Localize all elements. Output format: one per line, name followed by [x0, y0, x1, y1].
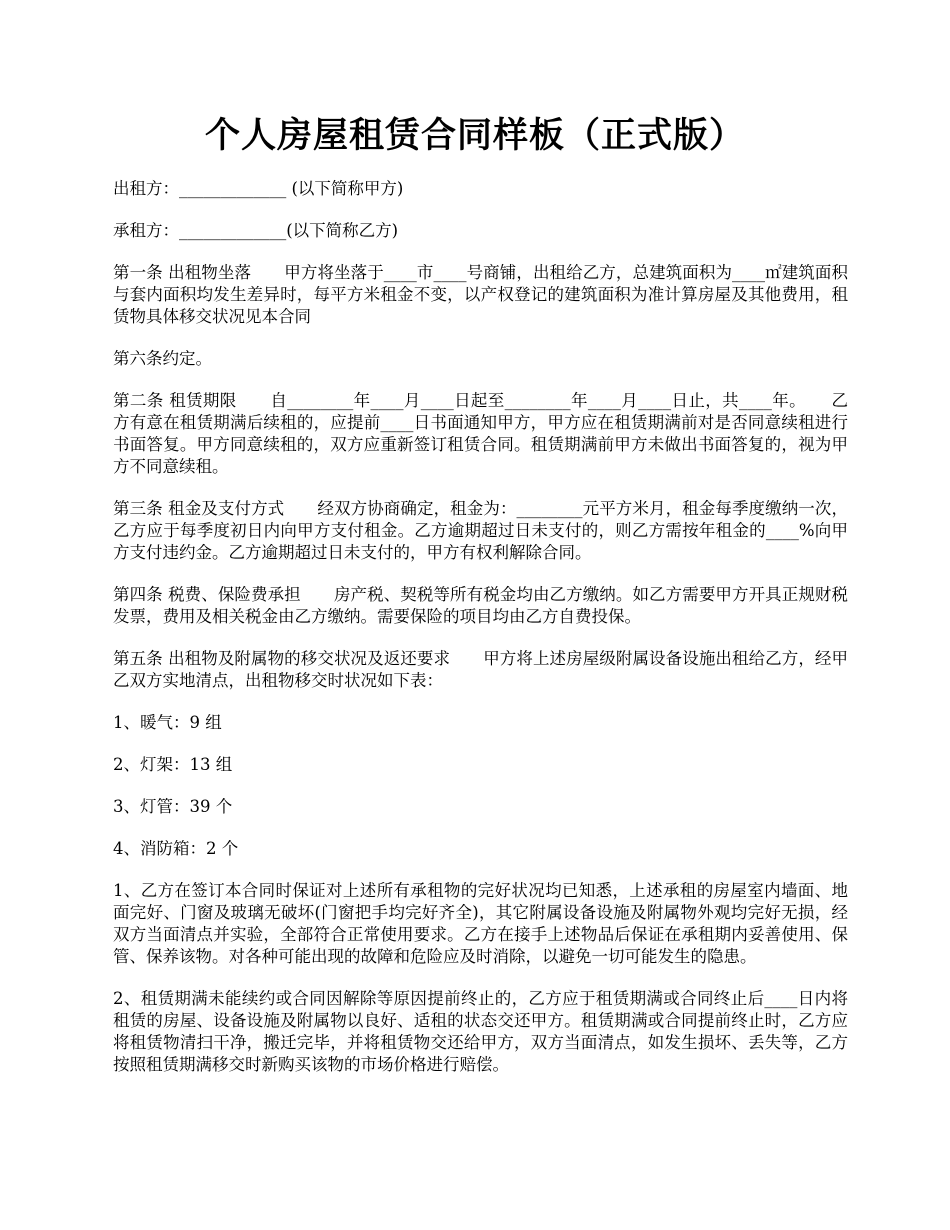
- paragraph-article-2: 第二条 租赁期限 自________年____月____日起至________年____月____日止，共____年。 乙方有意在租赁期满后续租的，应提前____日书面通知甲方，甲方应在租赁期满前对是否同意续租进行书面答复。甲方同意续租的，双方应重新签订租赁合同。租赁期满前甲方未做出书面答复的，视为甲方不同意续租。: [113, 391, 848, 476]
- paragraph-article-4: 第四条 税费、保险费承担 房产税、契税等所有税金均由乙方缴纳。如乙方需要甲方开具正规财税发票，费用及相关税金由乙方缴纳。需要保险的项目均由乙方自费投保。: [113, 585, 848, 626]
- document-body: [113, 178, 848, 1096]
- paragraph-clause-2: 2、租赁期满未能续约或合同因解除等原因提前终止的，乙方应于租赁期满或合同终止后____日内将租赁的房屋、设备设施及附属物以良好、适租的状态交还甲方。租赁期满或合同提前终止时，乙方应将租赁物清扫干净，搬迁完毕，并将租赁物交还给甲方，双方当面清点，如发生损坏、丢失等，乙方按照租赁期满移交时新购买该物的市场价格进行赔偿。: [113, 989, 848, 1074]
- paragraph-lessor: 出租方：_____________ (以下简称甲方): [113, 179, 404, 198]
- paragraph-article-1-cont: 第六条约定。: [113, 349, 212, 368]
- paragraph-article-1: 第一条 出租物坐落 甲方将坐落于____市____号商铺，出租给乙方，总建筑面积为____㎡建筑面积与套内面积均发生差异时，每平方米租金不变，以产权登记的建筑面积为准计算房屋及其他费用，租赁物具体移交状况见本合同: [113, 263, 848, 326]
- paragraph-clause-1: 1、乙方在签订本合同时保证对上述所有承租物的完好状况均已知悉，上述承租的房屋室内墙面、地面完好、门窗及玻璃无破坏(门窗把手均完好齐全)，其它附属设备设施及附属物外观均完好无损，经双方当面清点并实验，全部符合正常使用要求。乙方在接手上述物品后保证在承租期内妥善使用、保管、保养该物。对各种可能出现的故障和危险应及时消除，以避免一切可能发生的隐患。: [113, 881, 848, 966]
- document-title: 个人房屋租赁合同样板（正式版）: [204, 115, 745, 156]
- paragraph-lessee: 承租方：_____________(以下简称乙方): [113, 221, 399, 240]
- list-item-light-fixtures: 2、灯架：13 组: [113, 755, 233, 774]
- list-item-heating: 1、暖气：9 组: [113, 713, 222, 732]
- paragraph-article-3: 第三条 租金及支付方式 经双方协商确定，租金为：________元平方米月，租金每季度缴纳一次，乙方应于每季度初日内向甲方支付租金。乙方逾期超过日未支付的，则乙方需按年租金的____%向甲方支付违约金。乙方逾期超过日未支付的，甲方有权利解除合同。: [113, 499, 848, 562]
- list-item-fire-boxes: 4、消防箱：2 个: [113, 839, 239, 858]
- paragraph-article-5: 第五条 出租物及附属物的移交状况及返还要求 甲方将上述房屋级附属设备设施出租给乙方，经甲乙双方实地清点，出租物移交时状况如下表：: [113, 649, 848, 690]
- list-item-light-tubes: 3、灯管：39 个: [113, 797, 233, 816]
